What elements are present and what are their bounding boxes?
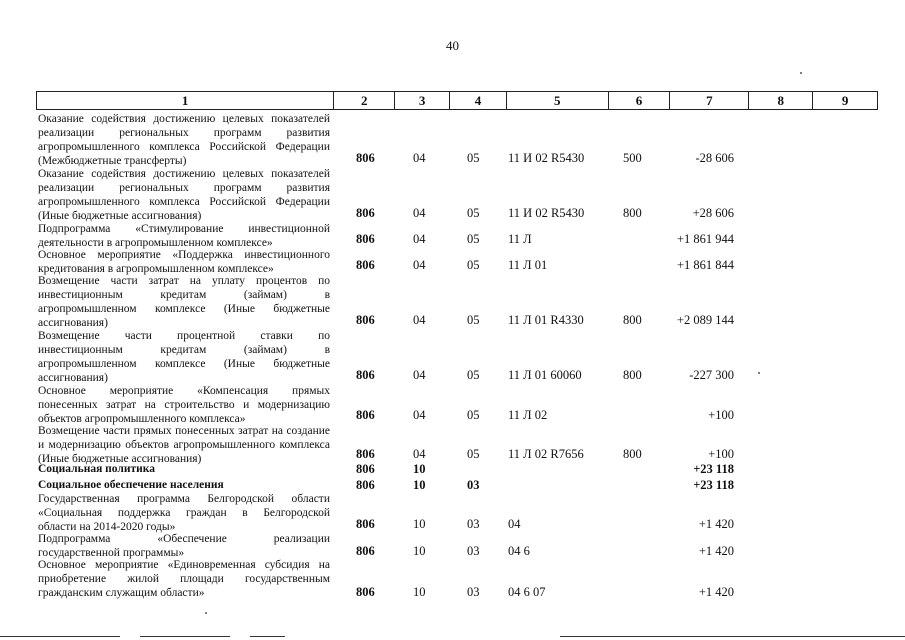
row-description-line: Подпрограмма «Обеспечение реализации: [38, 533, 330, 545]
scan-speck: [205, 612, 207, 614]
cell-code-grbs: 806: [356, 206, 375, 220]
row-description-line: Социальная политика: [38, 463, 155, 475]
cell-code-subsection: 05: [467, 447, 480, 461]
row-description: [38, 478, 330, 492]
cell-code-grbs: 806: [356, 544, 375, 558]
cell-code-subsection: 05: [467, 232, 480, 246]
cell-amount: +100: [708, 408, 734, 422]
cell-code-grbs: 806: [356, 585, 375, 599]
cell-code-section: 04: [413, 206, 426, 220]
cell-code-grbs: 806: [356, 232, 375, 246]
cell-code-target-item: 04 6 07: [508, 585, 546, 599]
scan-edge-line: [250, 636, 285, 637]
cell-code-subsection: 03: [467, 517, 480, 531]
cell-amount: +1 861 944: [676, 232, 734, 246]
cell-code-subsection: 03: [467, 544, 480, 558]
row-description: [38, 532, 330, 560]
cell-amount: -227 300: [689, 368, 734, 382]
row-description-line: деятельности в агропромышленном комплексе»: [38, 237, 273, 249]
row-description-line: Основное мероприятие «Единовременная субсидия на: [38, 559, 330, 571]
cell-code-subsection: 03: [467, 478, 480, 492]
cell-code-target-item: 04 6: [508, 544, 530, 558]
cell-amount: +2 089 144: [676, 313, 734, 327]
cell-code-section: 04: [413, 368, 426, 382]
cell-amount: -28 606: [695, 151, 734, 165]
row-description: [38, 384, 330, 426]
header-col-8: 8: [749, 92, 813, 109]
cell-amount: +1 861 844: [676, 258, 734, 272]
cell-amount: +23 118: [693, 478, 734, 492]
row-description: [38, 222, 330, 250]
cell-code-target-item: 11 Л 02: [508, 408, 548, 422]
scan-edge-line: [560, 636, 905, 637]
row-description: [38, 274, 330, 330]
cell-code-subsection: 05: [467, 368, 480, 382]
row-description-line: реализации региональных программ развития: [38, 127, 330, 139]
row-description-line: ассигнования): [38, 317, 108, 329]
cell-code-grbs: 806: [356, 408, 375, 422]
row-description: [38, 112, 330, 168]
cell-code-section: 04: [413, 258, 426, 272]
cell-code-section: 04: [413, 447, 426, 461]
cell-code-expense-type: 500: [623, 151, 642, 165]
row-description-line: ассигнования): [38, 372, 108, 384]
page-number: 40: [446, 38, 459, 53]
row-description-line: Подпрограмма «Стимулирование инвестиционной: [38, 223, 330, 235]
cell-code-grbs: 806: [356, 313, 375, 327]
row-description-line: кредитования в агропромышленном комплексе»: [38, 263, 274, 275]
cell-code-grbs: 806: [356, 517, 375, 531]
cell-amount: +100: [708, 447, 734, 461]
header-col-4: 4: [450, 92, 507, 109]
row-description-line: Возмещение части затрат на уплату процентов по: [38, 275, 330, 287]
cell-code-section: 04: [413, 151, 426, 165]
header-col-6: 6: [609, 92, 671, 109]
row-description-line: Основное мероприятие «Поддержка инвестиционного: [38, 249, 330, 261]
cell-amount: +1 420: [698, 585, 734, 599]
cell-code-subsection: 05: [467, 258, 480, 272]
row-description-line: гражданским служащим области»: [38, 587, 205, 599]
cell-code-section: 10: [413, 462, 426, 476]
row-description-line: реализации региональных программ развития: [38, 182, 330, 194]
row-description: [38, 329, 330, 385]
row-description-line: (Межбюджетные трансферты): [38, 155, 187, 167]
row-description-line: и модернизацию объектов агропромышленного комплекса: [38, 439, 330, 451]
header-col-2: 2: [334, 92, 395, 109]
row-description-line: агропромышленного комплекса Российской Федерации: [38, 141, 330, 153]
row-description-line: приобретение жилой площади государственным: [38, 573, 330, 585]
table-header: [36, 91, 878, 110]
header-col-7: 7: [670, 92, 749, 109]
row-description-line: объектов агропромышленного комплекса»: [38, 413, 246, 425]
row-description: [38, 424, 330, 466]
cell-code-subsection: 05: [467, 206, 480, 220]
row-description-line: агропромышленном комплексе (Иные бюджетные: [38, 358, 330, 370]
row-description: [38, 492, 330, 534]
row-description-line: «Социальная поддержка граждан в Белгородской: [38, 507, 330, 519]
row-description-line: Возмещение части процентной ставки по: [38, 330, 330, 342]
header-col-9: 9: [841, 92, 849, 108]
row-description-line: государственной программы»: [38, 547, 185, 559]
cell-code-target-item: 11 И 02 R5430: [508, 206, 585, 220]
row-description-line: Основное мероприятие «Компенсация прямых: [38, 385, 330, 397]
cell-code-grbs: 806: [356, 447, 375, 461]
cell-code-subsection: 05: [467, 408, 480, 422]
row-description-line: инвестиционным кредитам (займам) в: [38, 289, 330, 301]
scan-speck: [758, 372, 760, 374]
cell-code-section: 10: [413, 517, 426, 531]
cell-code-subsection: 03: [467, 585, 480, 599]
scan-edge-line: [0, 636, 120, 637]
row-description-line: агропромышленном комплексе (Иные бюджетные: [38, 303, 330, 315]
cell-code-subsection: 05: [467, 313, 480, 327]
row-description: [38, 167, 330, 223]
row-description-line: Возмещение части прямых понесенных затрат на создание: [38, 425, 330, 437]
cell-amount: +23 118: [693, 462, 734, 476]
cell-code-section: 10: [413, 585, 426, 599]
cell-code-grbs: 806: [356, 258, 375, 272]
row-description-line: Оказание содействия достижению целевых показателей: [38, 113, 330, 125]
scan-edge-line: [140, 636, 230, 637]
row-description: [38, 558, 330, 600]
row-description-line: Оказание содействия достижению целевых показателей: [38, 168, 330, 180]
cell-amount: +1 420: [698, 517, 734, 531]
row-description-line: инвестиционным кредитам (займам) в: [38, 344, 330, 356]
scan-speck: [800, 72, 802, 74]
cell-code-target-item: 11 Л: [508, 232, 532, 246]
header-col-5: 5: [507, 92, 609, 109]
cell-code-section: 10: [413, 544, 426, 558]
cell-code-subsection: 05: [467, 151, 480, 165]
cell-amount: +1 420: [698, 544, 734, 558]
cell-code-target-item: 04: [508, 517, 521, 531]
row-description-line: (Иные бюджетные ассигнования): [38, 453, 202, 465]
row-description: [38, 462, 330, 476]
cell-amount: +28 606: [692, 206, 734, 220]
row-description-line: Социальное обеспечение населения: [38, 479, 224, 491]
cell-code-target-item: 11 Л 02 R7656: [508, 447, 584, 461]
header-col-3: 3: [395, 92, 450, 109]
cell-code-expense-type: 800: [623, 313, 642, 327]
cell-code-section: 04: [413, 408, 426, 422]
cell-code-target-item: 11 Л 01: [508, 258, 548, 272]
cell-code-grbs: 806: [356, 462, 375, 476]
cell-code-grbs: 806: [356, 478, 375, 492]
cell-code-grbs: 806: [356, 368, 375, 382]
cell-code-grbs: 806: [356, 151, 375, 165]
header-col-1: 1: [37, 92, 334, 109]
row-description-line: (Иные бюджетные ассигнования): [38, 210, 202, 222]
row-description-line: Государственная программа Белгородской области: [38, 493, 330, 505]
row-description: [38, 248, 330, 276]
cell-code-expense-type: 800: [623, 368, 642, 382]
cell-code-target-item: 11 И 02 R5430: [508, 151, 585, 165]
cell-code-target-item: 11 Л 01 R4330: [508, 313, 584, 327]
cell-code-expense-type: 800: [623, 206, 642, 220]
row-description-line: понесенных затрат на строительство и модернизацию: [38, 399, 330, 411]
cell-code-section: 04: [413, 313, 426, 327]
cell-code-target-item: 11 Л 01 60060: [508, 368, 582, 382]
cell-code-section: 04: [413, 232, 426, 246]
row-description-line: агропромышленного комплекса Российской Федерации: [38, 196, 330, 208]
row-description-line: области на 2014-2020 годы»: [38, 521, 176, 533]
cell-code-section: 10: [413, 478, 426, 492]
cell-code-expense-type: 800: [623, 447, 642, 461]
